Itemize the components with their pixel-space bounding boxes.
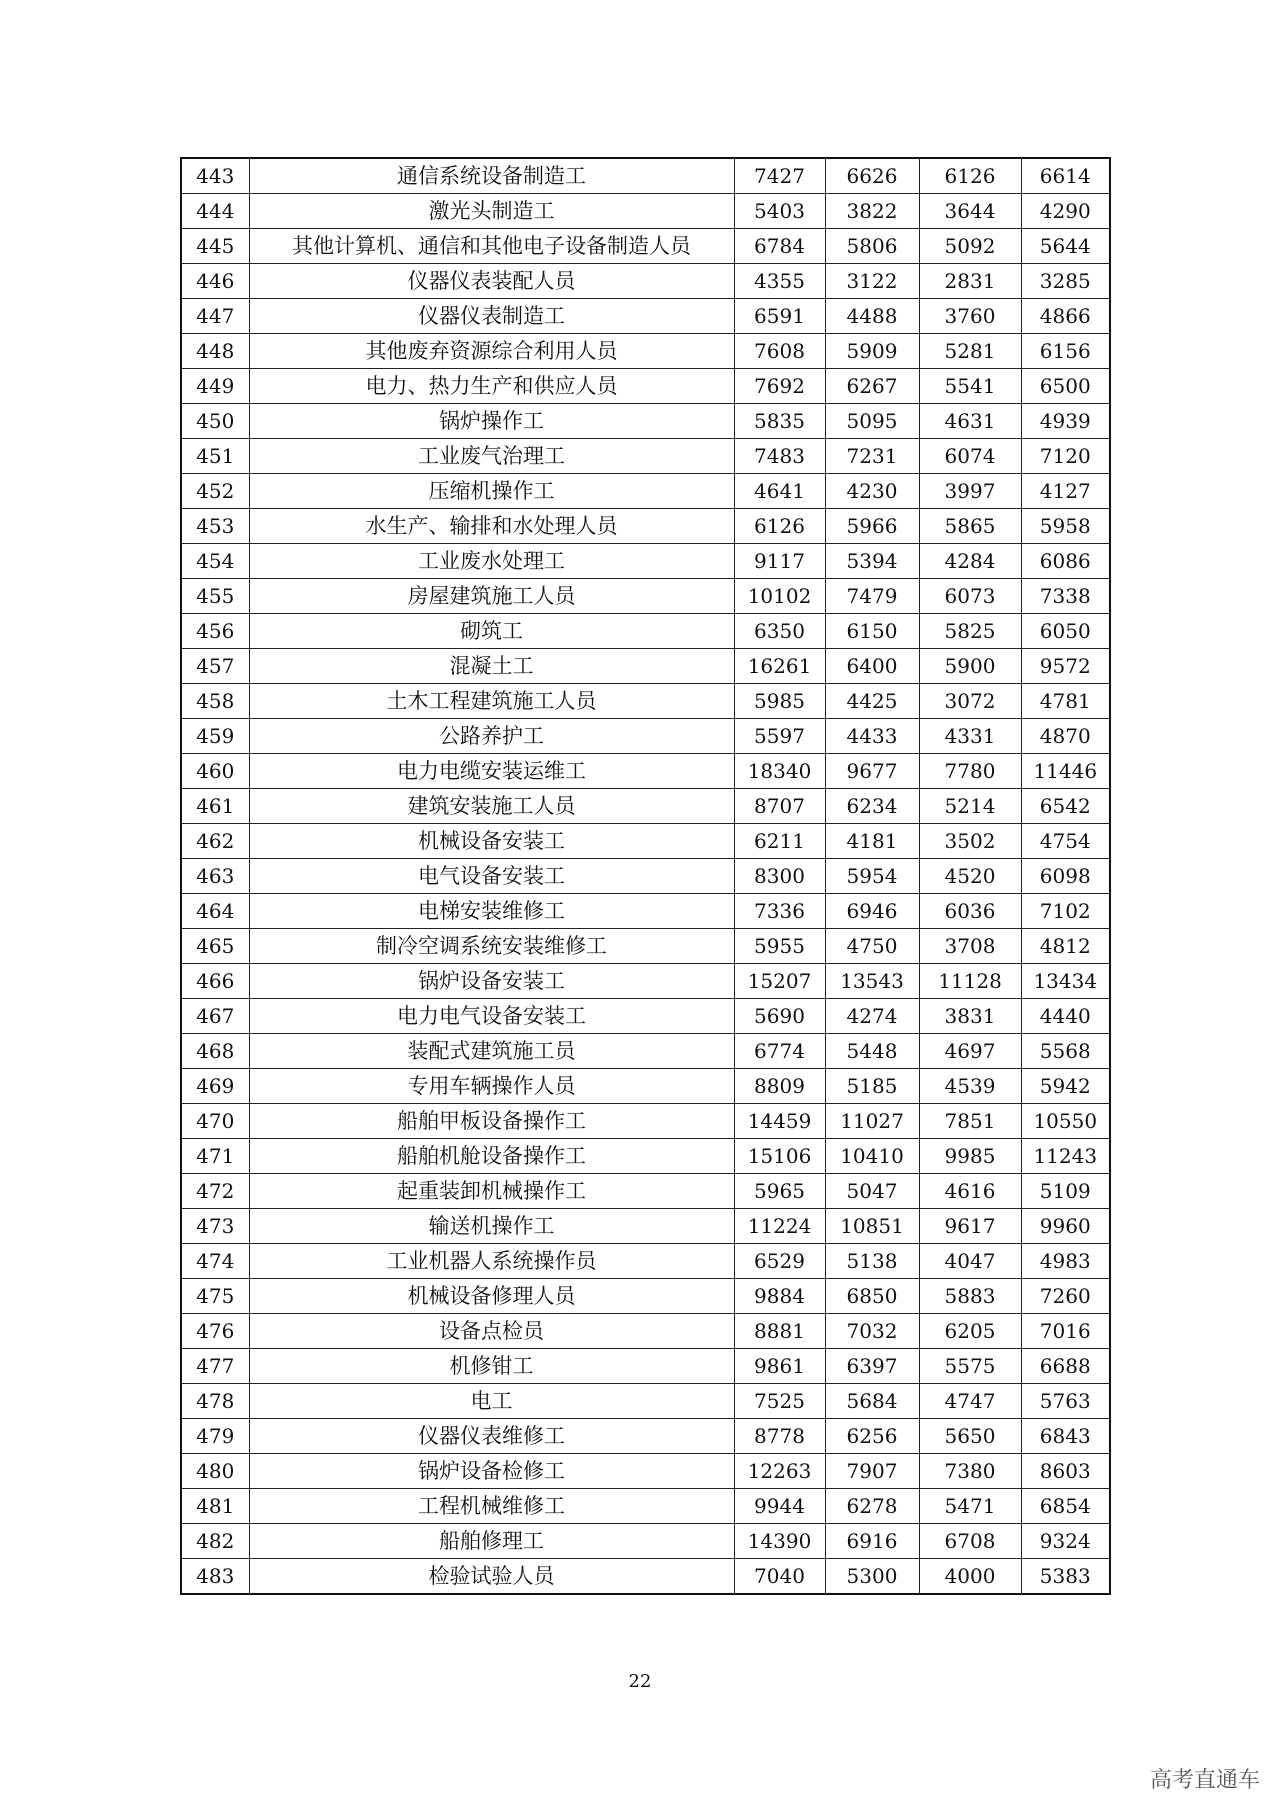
cell-value-2: 5394 bbox=[825, 544, 919, 579]
table-row bbox=[181, 299, 1110, 334]
cell-seq: 481 bbox=[181, 1489, 249, 1524]
cell-occupation: 装配式建筑施工员 bbox=[249, 1034, 734, 1069]
cell-value-1: 16261 bbox=[734, 649, 825, 684]
cell-value-4: 6843 bbox=[1021, 1419, 1110, 1454]
table-row bbox=[181, 1524, 1110, 1559]
cell-value-2: 4274 bbox=[825, 999, 919, 1034]
table-row bbox=[181, 1034, 1110, 1069]
cell-occupation: 仪器仪表装配人员 bbox=[249, 264, 734, 299]
cell-value-1: 6784 bbox=[734, 229, 825, 264]
table-row bbox=[181, 158, 1110, 194]
cell-occupation: 建筑安装施工人员 bbox=[249, 789, 734, 824]
cell-value-4: 6086 bbox=[1021, 544, 1110, 579]
cell-occupation: 机械设备安装工 bbox=[249, 824, 734, 859]
cell-value-1: 11224 bbox=[734, 1209, 825, 1244]
cell-value-2: 6267 bbox=[825, 369, 919, 404]
cell-value-1: 6211 bbox=[734, 824, 825, 859]
cell-value-1: 7608 bbox=[734, 334, 825, 369]
table-row bbox=[181, 1349, 1110, 1384]
cell-value-2: 5300 bbox=[825, 1559, 919, 1595]
cell-value-3: 4747 bbox=[919, 1384, 1021, 1419]
cell-seq: 472 bbox=[181, 1174, 249, 1209]
cell-seq: 457 bbox=[181, 649, 249, 684]
cell-value-2: 5966 bbox=[825, 509, 919, 544]
cell-value-3: 6036 bbox=[919, 894, 1021, 929]
cell-value-1: 10102 bbox=[734, 579, 825, 614]
cell-value-4: 5958 bbox=[1021, 509, 1110, 544]
cell-occupation: 检验试验人员 bbox=[249, 1559, 734, 1595]
cell-value-1: 14390 bbox=[734, 1524, 825, 1559]
cell-seq: 471 bbox=[181, 1139, 249, 1174]
table-row bbox=[181, 1244, 1110, 1279]
cell-value-3: 5883 bbox=[919, 1279, 1021, 1314]
cell-value-4: 3285 bbox=[1021, 264, 1110, 299]
cell-value-3: 5281 bbox=[919, 334, 1021, 369]
cell-value-3: 4000 bbox=[919, 1559, 1021, 1595]
cell-value-4: 5568 bbox=[1021, 1034, 1110, 1069]
cell-seq: 482 bbox=[181, 1524, 249, 1559]
table-row bbox=[181, 194, 1110, 229]
table-row bbox=[181, 1139, 1110, 1174]
cell-value-1: 7692 bbox=[734, 369, 825, 404]
cell-occupation: 船舶甲板设备操作工 bbox=[249, 1104, 734, 1139]
cell-value-4: 4983 bbox=[1021, 1244, 1110, 1279]
cell-occupation: 锅炉操作工 bbox=[249, 404, 734, 439]
cell-seq: 479 bbox=[181, 1419, 249, 1454]
cell-value-3: 6073 bbox=[919, 579, 1021, 614]
cell-value-1: 8300 bbox=[734, 859, 825, 894]
cell-value-3: 7380 bbox=[919, 1454, 1021, 1489]
cell-value-4: 6050 bbox=[1021, 614, 1110, 649]
cell-value-2: 4230 bbox=[825, 474, 919, 509]
cell-value-1: 7040 bbox=[734, 1559, 825, 1595]
cell-value-3: 6126 bbox=[919, 158, 1021, 194]
table-row bbox=[181, 964, 1110, 999]
cell-occupation: 其他废弃资源综合利用人员 bbox=[249, 334, 734, 369]
cell-seq: 447 bbox=[181, 299, 249, 334]
cell-seq: 467 bbox=[181, 999, 249, 1034]
cell-seq: 455 bbox=[181, 579, 249, 614]
cell-seq: 459 bbox=[181, 719, 249, 754]
table-row bbox=[181, 1314, 1110, 1349]
cell-seq: 469 bbox=[181, 1069, 249, 1104]
table-row bbox=[181, 1279, 1110, 1314]
cell-value-2: 10410 bbox=[825, 1139, 919, 1174]
table-row bbox=[181, 1559, 1110, 1595]
cell-seq: 460 bbox=[181, 754, 249, 789]
cell-value-4: 9960 bbox=[1021, 1209, 1110, 1244]
cell-value-3: 2831 bbox=[919, 264, 1021, 299]
cell-seq: 463 bbox=[181, 859, 249, 894]
cell-occupation: 砌筑工 bbox=[249, 614, 734, 649]
cell-value-4: 4866 bbox=[1021, 299, 1110, 334]
cell-occupation: 起重装卸机械操作工 bbox=[249, 1174, 734, 1209]
cell-value-4: 8603 bbox=[1021, 1454, 1110, 1489]
wage-table bbox=[180, 157, 1111, 1595]
cell-seq: 450 bbox=[181, 404, 249, 439]
cell-value-3: 3072 bbox=[919, 684, 1021, 719]
table-row bbox=[181, 859, 1110, 894]
cell-value-3: 5092 bbox=[919, 229, 1021, 264]
cell-seq: 478 bbox=[181, 1384, 249, 1419]
cell-value-1: 5955 bbox=[734, 929, 825, 964]
cell-value-4: 5383 bbox=[1021, 1559, 1110, 1595]
table-row bbox=[181, 334, 1110, 369]
cell-seq: 458 bbox=[181, 684, 249, 719]
table-row bbox=[181, 579, 1110, 614]
table-row bbox=[181, 719, 1110, 754]
cell-occupation: 混凝土工 bbox=[249, 649, 734, 684]
cell-occupation: 设备点检员 bbox=[249, 1314, 734, 1349]
table-row bbox=[181, 1419, 1110, 1454]
cell-seq: 465 bbox=[181, 929, 249, 964]
cell-seq: 451 bbox=[181, 439, 249, 474]
cell-occupation: 电力电气设备安装工 bbox=[249, 999, 734, 1034]
table-row bbox=[181, 754, 1110, 789]
cell-value-3: 6205 bbox=[919, 1314, 1021, 1349]
cell-value-1: 6591 bbox=[734, 299, 825, 334]
cell-occupation: 电工 bbox=[249, 1384, 734, 1419]
cell-value-1: 8778 bbox=[734, 1419, 825, 1454]
cell-value-3: 7780 bbox=[919, 754, 1021, 789]
cell-occupation: 通信系统设备制造工 bbox=[249, 158, 734, 194]
cell-value-1: 7427 bbox=[734, 158, 825, 194]
table-row bbox=[181, 929, 1110, 964]
table-row bbox=[181, 614, 1110, 649]
cell-occupation: 工程机械维修工 bbox=[249, 1489, 734, 1524]
cell-value-4: 5109 bbox=[1021, 1174, 1110, 1209]
cell-value-1: 4355 bbox=[734, 264, 825, 299]
cell-value-1: 9861 bbox=[734, 1349, 825, 1384]
cell-value-3: 9617 bbox=[919, 1209, 1021, 1244]
cell-value-2: 6278 bbox=[825, 1489, 919, 1524]
cell-value-4: 6542 bbox=[1021, 789, 1110, 824]
cell-value-2: 7032 bbox=[825, 1314, 919, 1349]
table-row bbox=[181, 1069, 1110, 1104]
cell-occupation: 工业废气治理工 bbox=[249, 439, 734, 474]
cell-seq: 468 bbox=[181, 1034, 249, 1069]
cell-occupation: 专用车辆操作人员 bbox=[249, 1069, 734, 1104]
cell-value-1: 14459 bbox=[734, 1104, 825, 1139]
cell-occupation: 锅炉设备安装工 bbox=[249, 964, 734, 999]
cell-occupation: 激光头制造工 bbox=[249, 194, 734, 229]
cell-value-3: 4539 bbox=[919, 1069, 1021, 1104]
cell-value-4: 9324 bbox=[1021, 1524, 1110, 1559]
cell-value-2: 5806 bbox=[825, 229, 919, 264]
cell-value-4: 5644 bbox=[1021, 229, 1110, 264]
table-row bbox=[181, 1104, 1110, 1139]
cell-value-3: 5650 bbox=[919, 1419, 1021, 1454]
cell-occupation: 工业废水处理工 bbox=[249, 544, 734, 579]
cell-value-4: 6156 bbox=[1021, 334, 1110, 369]
cell-seq: 448 bbox=[181, 334, 249, 369]
table-body bbox=[181, 158, 1110, 1594]
cell-value-1: 5965 bbox=[734, 1174, 825, 1209]
cell-value-4: 10550 bbox=[1021, 1104, 1110, 1139]
cell-occupation: 水生产、输排和水处理人员 bbox=[249, 509, 734, 544]
cell-seq: 477 bbox=[181, 1349, 249, 1384]
cell-value-3: 5575 bbox=[919, 1349, 1021, 1384]
cell-value-2: 6946 bbox=[825, 894, 919, 929]
cell-value-4: 6688 bbox=[1021, 1349, 1110, 1384]
cell-seq: 449 bbox=[181, 369, 249, 404]
table-row bbox=[181, 1454, 1110, 1489]
cell-seq: 474 bbox=[181, 1244, 249, 1279]
cell-value-2: 5138 bbox=[825, 1244, 919, 1279]
cell-value-1: 15207 bbox=[734, 964, 825, 999]
cell-occupation: 电梯安装维修工 bbox=[249, 894, 734, 929]
cell-value-4: 5942 bbox=[1021, 1069, 1110, 1104]
cell-occupation: 船舶修理工 bbox=[249, 1524, 734, 1559]
cell-value-1: 5597 bbox=[734, 719, 825, 754]
cell-value-4: 6500 bbox=[1021, 369, 1110, 404]
cell-value-2: 4750 bbox=[825, 929, 919, 964]
page-number: 22 bbox=[628, 1671, 652, 1692]
cell-value-1: 5403 bbox=[734, 194, 825, 229]
table-row bbox=[181, 509, 1110, 544]
cell-value-1: 18340 bbox=[734, 754, 825, 789]
cell-value-4: 5763 bbox=[1021, 1384, 1110, 1419]
cell-seq: 445 bbox=[181, 229, 249, 264]
table-row bbox=[181, 369, 1110, 404]
cell-value-4: 4754 bbox=[1021, 824, 1110, 859]
cell-value-2: 6850 bbox=[825, 1279, 919, 1314]
table-row bbox=[181, 229, 1110, 264]
table-row bbox=[181, 684, 1110, 719]
cell-seq: 483 bbox=[181, 1559, 249, 1595]
table-row bbox=[181, 1489, 1110, 1524]
watermark-text: 高考直通车 bbox=[1149, 1768, 1260, 1793]
cell-value-4: 4127 bbox=[1021, 474, 1110, 509]
cell-value-3: 11128 bbox=[919, 964, 1021, 999]
cell-value-1: 7525 bbox=[734, 1384, 825, 1419]
table-row bbox=[181, 1174, 1110, 1209]
cell-value-3: 6074 bbox=[919, 439, 1021, 474]
cell-value-2: 6400 bbox=[825, 649, 919, 684]
cell-seq: 470 bbox=[181, 1104, 249, 1139]
cell-value-1: 7483 bbox=[734, 439, 825, 474]
cell-value-4: 4870 bbox=[1021, 719, 1110, 754]
cell-seq: 453 bbox=[181, 509, 249, 544]
cell-value-3: 5865 bbox=[919, 509, 1021, 544]
cell-value-2: 6234 bbox=[825, 789, 919, 824]
cell-occupation: 房屋建筑施工人员 bbox=[249, 579, 734, 614]
table-row bbox=[181, 544, 1110, 579]
cell-occupation: 制冷空调系统安装维修工 bbox=[249, 929, 734, 964]
cell-occupation: 机修钳工 bbox=[249, 1349, 734, 1384]
cell-value-2: 5095 bbox=[825, 404, 919, 439]
cell-seq: 444 bbox=[181, 194, 249, 229]
cell-value-1: 7336 bbox=[734, 894, 825, 929]
cell-value-2: 9677 bbox=[825, 754, 919, 789]
cell-occupation: 压缩机操作工 bbox=[249, 474, 734, 509]
table-row bbox=[181, 264, 1110, 299]
cell-value-2: 4425 bbox=[825, 684, 919, 719]
cell-seq: 446 bbox=[181, 264, 249, 299]
cell-value-3: 5214 bbox=[919, 789, 1021, 824]
cell-value-2: 6256 bbox=[825, 1419, 919, 1454]
cell-value-3: 4047 bbox=[919, 1244, 1021, 1279]
cell-occupation: 输送机操作工 bbox=[249, 1209, 734, 1244]
cell-value-2: 4433 bbox=[825, 719, 919, 754]
cell-value-2: 6150 bbox=[825, 614, 919, 649]
cell-occupation: 仪器仪表维修工 bbox=[249, 1419, 734, 1454]
cell-value-3: 7851 bbox=[919, 1104, 1021, 1139]
cell-value-4: 4290 bbox=[1021, 194, 1110, 229]
cell-occupation: 电力、热力生产和供应人员 bbox=[249, 369, 734, 404]
cell-value-2: 13543 bbox=[825, 964, 919, 999]
cell-value-1: 5835 bbox=[734, 404, 825, 439]
cell-value-1: 15106 bbox=[734, 1139, 825, 1174]
cell-value-2: 5185 bbox=[825, 1069, 919, 1104]
cell-seq: 475 bbox=[181, 1279, 249, 1314]
cell-seq: 464 bbox=[181, 894, 249, 929]
cell-value-2: 6916 bbox=[825, 1524, 919, 1559]
cell-seq: 443 bbox=[181, 158, 249, 194]
cell-value-1: 4641 bbox=[734, 474, 825, 509]
cell-occupation: 船舶机舱设备操作工 bbox=[249, 1139, 734, 1174]
cell-seq: 454 bbox=[181, 544, 249, 579]
cell-occupation: 其他计算机、通信和其他电子设备制造人员 bbox=[249, 229, 734, 264]
cell-value-1: 6350 bbox=[734, 614, 825, 649]
cell-value-2: 11027 bbox=[825, 1104, 919, 1139]
cell-value-1: 6529 bbox=[734, 1244, 825, 1279]
cell-value-1: 9117 bbox=[734, 544, 825, 579]
cell-value-1: 8809 bbox=[734, 1069, 825, 1104]
cell-value-2: 5684 bbox=[825, 1384, 919, 1419]
cell-value-3: 4631 bbox=[919, 404, 1021, 439]
cell-seq: 461 bbox=[181, 789, 249, 824]
table-row bbox=[181, 474, 1110, 509]
cell-value-2: 5909 bbox=[825, 334, 919, 369]
cell-value-2: 10851 bbox=[825, 1209, 919, 1244]
cell-value-3: 4331 bbox=[919, 719, 1021, 754]
cell-value-3: 5541 bbox=[919, 369, 1021, 404]
cell-seq: 456 bbox=[181, 614, 249, 649]
cell-value-1: 6126 bbox=[734, 509, 825, 544]
table-row bbox=[181, 1209, 1110, 1244]
cell-occupation: 锅炉设备检修工 bbox=[249, 1454, 734, 1489]
cell-value-1: 5690 bbox=[734, 999, 825, 1034]
cell-value-4: 11446 bbox=[1021, 754, 1110, 789]
cell-value-1: 8881 bbox=[734, 1314, 825, 1349]
cell-value-4: 13434 bbox=[1021, 964, 1110, 999]
cell-value-2: 5448 bbox=[825, 1034, 919, 1069]
cell-value-2: 5047 bbox=[825, 1174, 919, 1209]
cell-value-4: 6098 bbox=[1021, 859, 1110, 894]
cell-occupation: 电力电缆安装运维工 bbox=[249, 754, 734, 789]
cell-value-4: 4812 bbox=[1021, 929, 1110, 964]
cell-value-2: 6626 bbox=[825, 158, 919, 194]
cell-value-2: 4488 bbox=[825, 299, 919, 334]
cell-value-2: 7479 bbox=[825, 579, 919, 614]
cell-seq: 480 bbox=[181, 1454, 249, 1489]
cell-value-4: 7260 bbox=[1021, 1279, 1110, 1314]
cell-value-3: 5900 bbox=[919, 649, 1021, 684]
table-row bbox=[181, 789, 1110, 824]
cell-value-3: 4697 bbox=[919, 1034, 1021, 1069]
cell-occupation: 电气设备安装工 bbox=[249, 859, 734, 894]
cell-value-3: 4284 bbox=[919, 544, 1021, 579]
cell-value-1: 12263 bbox=[734, 1454, 825, 1489]
cell-value-4: 7338 bbox=[1021, 579, 1110, 614]
cell-value-1: 5985 bbox=[734, 684, 825, 719]
cell-value-2: 4181 bbox=[825, 824, 919, 859]
cell-value-2: 7231 bbox=[825, 439, 919, 474]
cell-value-4: 4440 bbox=[1021, 999, 1110, 1034]
table-row bbox=[181, 439, 1110, 474]
cell-value-3: 3644 bbox=[919, 194, 1021, 229]
cell-value-1: 6774 bbox=[734, 1034, 825, 1069]
cell-value-4: 6854 bbox=[1021, 1489, 1110, 1524]
cell-value-4: 4781 bbox=[1021, 684, 1110, 719]
cell-value-3: 5471 bbox=[919, 1489, 1021, 1524]
cell-occupation: 公路养护工 bbox=[249, 719, 734, 754]
cell-value-4: 9572 bbox=[1021, 649, 1110, 684]
cell-value-4: 4939 bbox=[1021, 404, 1110, 439]
cell-value-2: 5954 bbox=[825, 859, 919, 894]
cell-value-3: 4616 bbox=[919, 1174, 1021, 1209]
table-row bbox=[181, 894, 1110, 929]
cell-seq: 452 bbox=[181, 474, 249, 509]
cell-value-4: 11243 bbox=[1021, 1139, 1110, 1174]
cell-value-2: 6397 bbox=[825, 1349, 919, 1384]
cell-value-2: 3822 bbox=[825, 194, 919, 229]
cell-value-3: 6708 bbox=[919, 1524, 1021, 1559]
table-row bbox=[181, 824, 1110, 859]
cell-occupation: 工业机器人系统操作员 bbox=[249, 1244, 734, 1279]
cell-value-3: 4520 bbox=[919, 859, 1021, 894]
table-row bbox=[181, 1384, 1110, 1419]
cell-value-2: 7907 bbox=[825, 1454, 919, 1489]
cell-seq: 462 bbox=[181, 824, 249, 859]
cell-value-4: 7102 bbox=[1021, 894, 1110, 929]
cell-value-3: 5825 bbox=[919, 614, 1021, 649]
cell-value-2: 3122 bbox=[825, 264, 919, 299]
cell-value-3: 3831 bbox=[919, 999, 1021, 1034]
table-row bbox=[181, 999, 1110, 1034]
cell-value-3: 3760 bbox=[919, 299, 1021, 334]
cell-seq: 476 bbox=[181, 1314, 249, 1349]
cell-value-1: 9944 bbox=[734, 1489, 825, 1524]
cell-value-3: 3502 bbox=[919, 824, 1021, 859]
table-row bbox=[181, 404, 1110, 439]
cell-occupation: 机械设备修理人员 bbox=[249, 1279, 734, 1314]
cell-value-3: 9985 bbox=[919, 1139, 1021, 1174]
cell-value-4: 7016 bbox=[1021, 1314, 1110, 1349]
cell-seq: 466 bbox=[181, 964, 249, 999]
cell-value-4: 6614 bbox=[1021, 158, 1110, 194]
cell-value-4: 7120 bbox=[1021, 439, 1110, 474]
cell-value-3: 3997 bbox=[919, 474, 1021, 509]
cell-occupation: 土木工程建筑施工人员 bbox=[249, 684, 734, 719]
cell-value-1: 8707 bbox=[734, 789, 825, 824]
cell-value-1: 9884 bbox=[734, 1279, 825, 1314]
cell-occupation: 仪器仪表制造工 bbox=[249, 299, 734, 334]
cell-value-3: 3708 bbox=[919, 929, 1021, 964]
cell-seq: 473 bbox=[181, 1209, 249, 1244]
table-row bbox=[181, 649, 1110, 684]
